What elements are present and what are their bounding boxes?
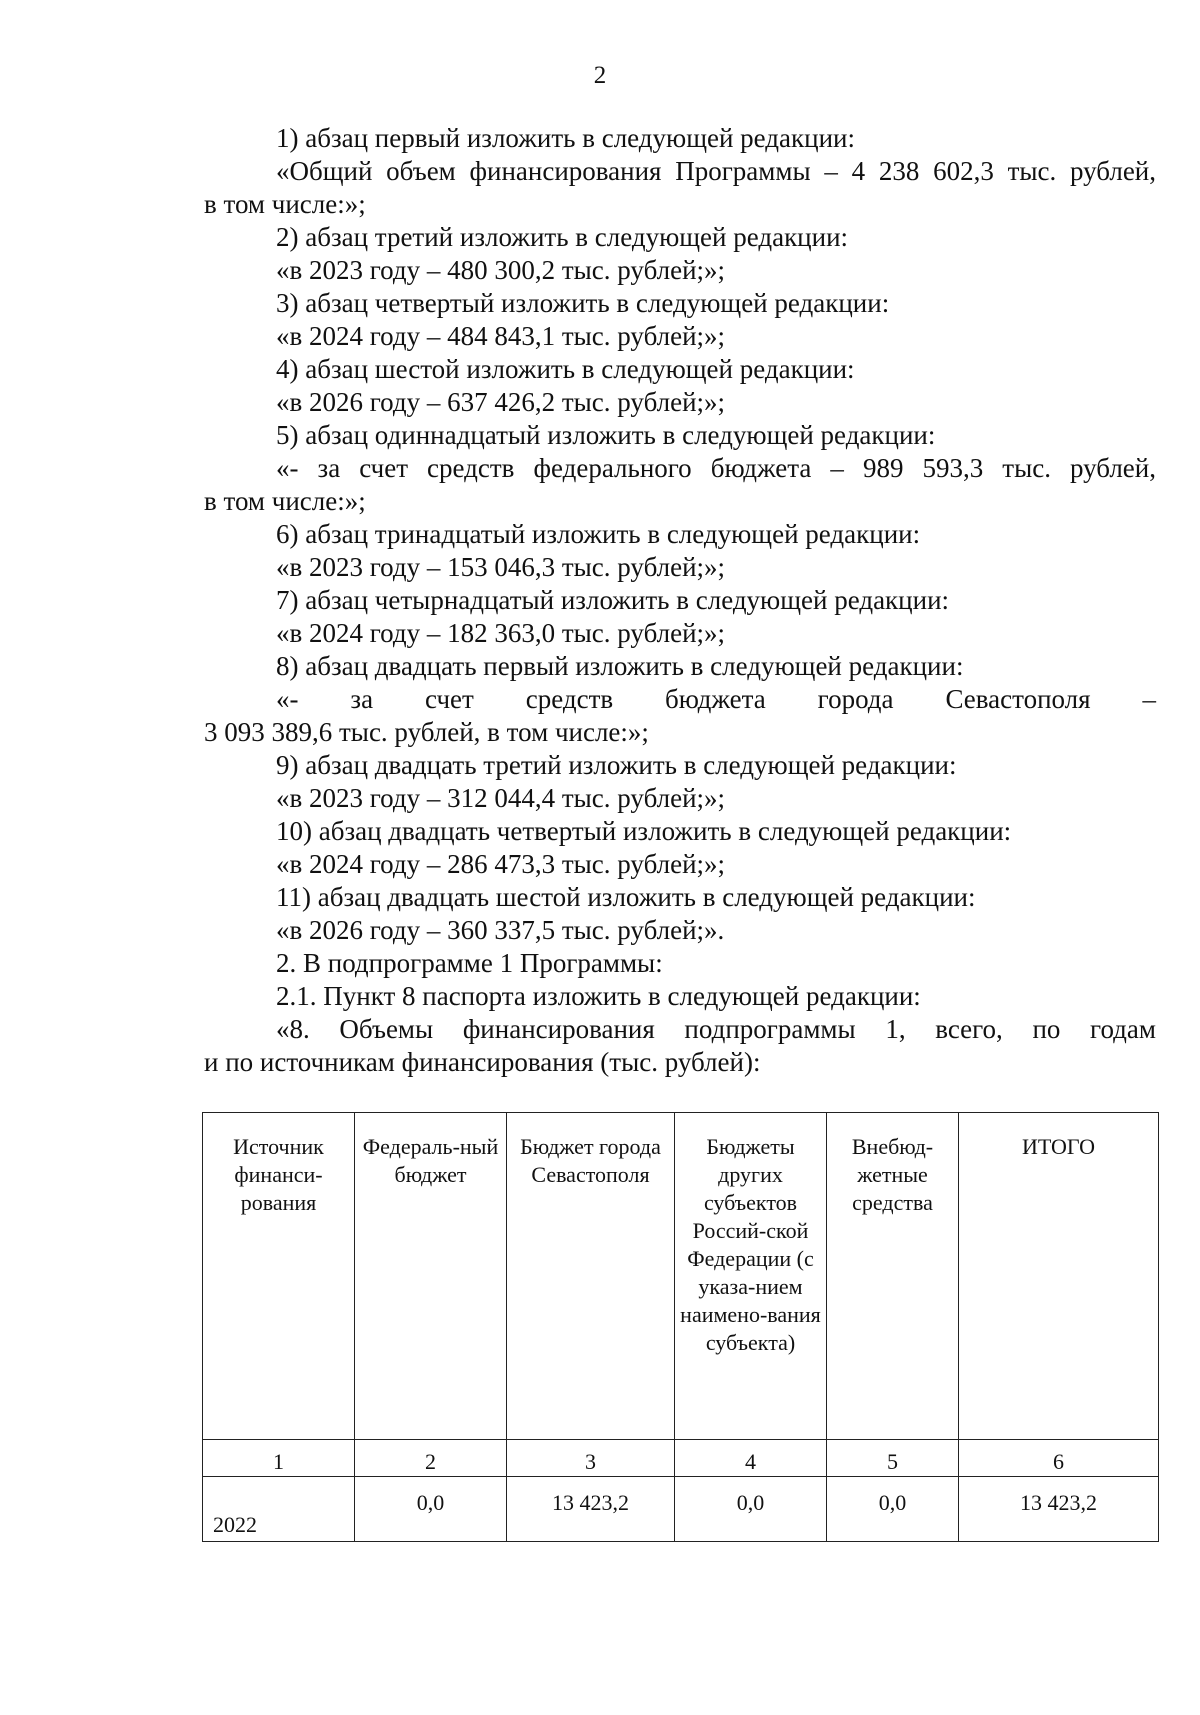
table-row — [203, 1477, 1159, 1542]
paragraph-line: «в 2024 году – 286 473,3 тыс. рублей;»; — [276, 849, 726, 879]
column-number: 5 — [827, 1440, 959, 1477]
table-column-numbers-row — [203, 1440, 1159, 1477]
paragraph-line: «Общий объем финансирования Программы – 4 238 602,3 тыс. рублей, — [276, 156, 1156, 186]
table-cell: 0,0 — [355, 1477, 507, 1542]
header-cell-total: ИТОГО — [959, 1113, 1159, 1440]
paragraph-line: 3) абзац четвертый изложить в следующей редакции: — [276, 288, 890, 318]
paragraph-line: 2. В подпрограмме 1 Программы: — [276, 948, 663, 978]
table-cell-year: 2022 — [203, 1477, 355, 1542]
paragraph-line: «в 2026 году – 637 426,2 тыс. рублей;»; — [276, 387, 726, 417]
paragraph-line: 3 093 389,6 тыс. рублей, в том числе:»; — [204, 717, 649, 747]
paragraph-line: «- за счет средств федерального бюджета – 989 593,3 тыс. рублей, — [276, 453, 1156, 483]
header-cell-other-subjects: Бюджеты других субъектов Россий-ской Федерации (с указа-нием наимено-вания субъекта) — [675, 1113, 827, 1440]
table-cell: 13 423,2 — [507, 1477, 675, 1542]
paragraph-line: 6) абзац тринадцатый изложить в следующей редакции: — [276, 519, 921, 549]
column-number: 2 — [355, 1440, 507, 1477]
paragraph-line: «в 2024 году – 484 843,1 тыс. рублей;»; — [276, 321, 726, 351]
header-cell-extrabudgetary: Внебюд-жетные средства — [827, 1113, 959, 1440]
paragraph-line: 4) абзац шестой изложить в следующей редакции: — [276, 354, 855, 384]
paragraph-line: 8) абзац двадцать первый изложить в следующей редакции: — [276, 651, 964, 681]
page-number: 2 — [593, 62, 607, 89]
header-cell-federal: Федераль-ный бюджет — [355, 1113, 507, 1440]
document-body — [204, 122, 1156, 1079]
paragraph-line: 9) абзац двадцать третий изложить в следующей редакции: — [276, 750, 957, 780]
paragraph-line: в том числе:»; — [204, 486, 366, 516]
paragraph-line: и по источникам финансирования (тыс. рублей): — [204, 1047, 761, 1077]
column-number: 1 — [203, 1440, 355, 1477]
table-cell: 0,0 — [675, 1477, 827, 1542]
header-cell-source: Источник финанси-рования — [203, 1113, 355, 1440]
paragraph-line: «- за счет средств бюджета города Севастополя – — [276, 684, 1156, 714]
paragraph-line: «в 2023 году – 480 300,2 тыс. рублей;»; — [276, 255, 726, 285]
paragraph-line: в том числе:»; — [204, 189, 366, 219]
paragraph-line: 5) абзац одиннадцатый изложить в следующей редакции: — [276, 420, 936, 450]
table-cell: 0,0 — [827, 1477, 959, 1542]
paragraph-line: 11) абзац двадцать шестой изложить в следующей редакции: — [276, 882, 976, 912]
paragraph-line: 2.1. Пункт 8 паспорта изложить в следующей редакции: — [276, 981, 921, 1011]
paragraph-line: 2) абзац третий изложить в следующей редакции: — [276, 222, 849, 252]
column-number: 6 — [959, 1440, 1159, 1477]
paragraph-line: «в 2023 году – 153 046,3 тыс. рублей;»; — [276, 552, 726, 582]
paragraph-line: «в 2024 году – 182 363,0 тыс. рублей;»; — [276, 618, 726, 648]
column-number: 4 — [675, 1440, 827, 1477]
table-cell: 13 423,2 — [959, 1477, 1159, 1542]
column-number: 3 — [507, 1440, 675, 1477]
header-cell-sevastopol: Бюджет города Севастополя — [507, 1113, 675, 1440]
paragraph-line: 7) абзац четырнадцатый изложить в следующей редакции: — [276, 585, 950, 615]
paragraph-line: 1) абзац первый изложить в следующей редакции: — [276, 123, 855, 153]
paragraph-line: 10) абзац двадцать четвертый изложить в следующей редакции: — [276, 816, 1012, 846]
paragraph-line: «в 2023 году – 312 044,4 тыс. рублей;»; — [276, 783, 726, 813]
table-header-row — [203, 1113, 1159, 1440]
paragraph-line: «в 2026 году – 360 337,5 тыс. рублей;». — [276, 915, 725, 945]
financing-table — [202, 1112, 1159, 1542]
paragraph-line: «8. Объемы финансирования подпрограммы 1, всего, по годам — [276, 1014, 1156, 1044]
